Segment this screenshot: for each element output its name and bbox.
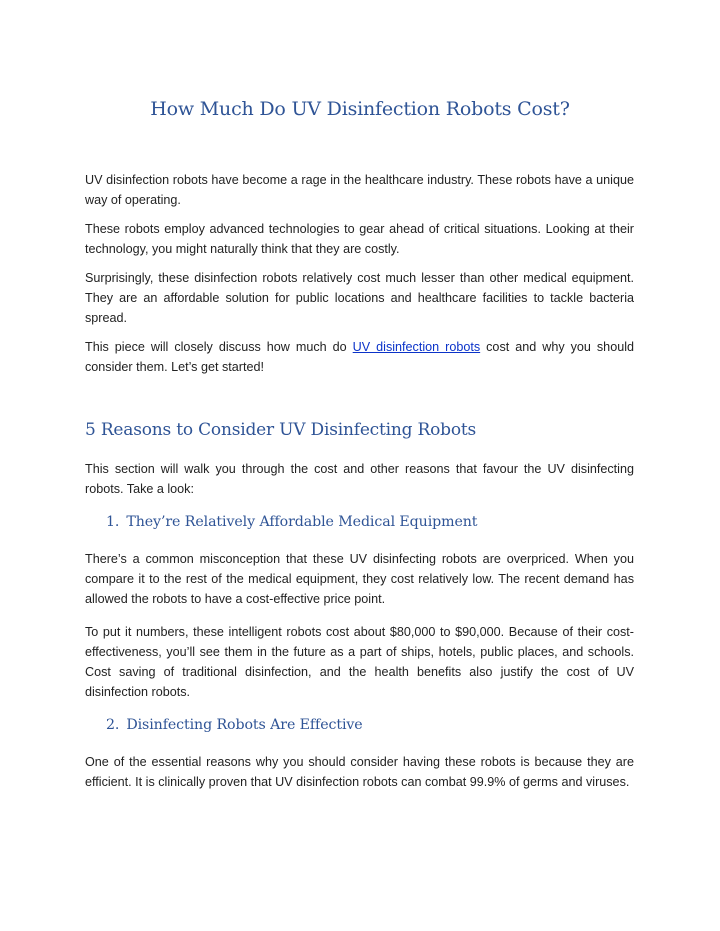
reason-2-heading (106, 717, 363, 733)
reason-1-paragraph-2: To put it numbers, these intelligent robots cost about $80,000 to $90,000. Because of their cost-effectiveness, you’ll see them in the future as a part of ships, hotels, public places, and schools. Cost saving of traditional disinfection, and the health benefits also justify the cost of UV disinfection robots. (85, 625, 634, 699)
reason-1-title: They’re Relatively Affordable Medical Equipment (126, 514, 478, 530)
reason-1-heading (106, 514, 477, 530)
intro-paragraph-4 (85, 337, 634, 377)
intro-paragraph-1: UV disinfection robots have become a rage in the healthcare industry. These robots have a unique way of operating. (85, 173, 634, 207)
section-heading: 5 Reasons to Consider UV Disinfecting Robots (85, 420, 477, 440)
reason-2-title: Disinfecting Robots Are Effective (126, 717, 363, 733)
intro-paragraph-2: These robots employ advanced technologies to gear ahead of critical situations. Looking at their technology, you might naturally think that they are costly. (85, 222, 634, 256)
page-title: How Much Do UV Disinfection Robots Cost? (150, 98, 570, 120)
intro-paragraph-3: Surprisingly, these disinfection robots relatively cost much lesser than other medical equipment. They are an affordable solution for public locations and healthcare facilities to tackle bacteria spread. (85, 271, 634, 325)
section-intro-paragraph: This section will walk you through the cost and other reasons that favour the UV disinfecting robots. Take a look: (85, 462, 634, 496)
reason-1-number: 1. (106, 514, 120, 530)
reason-1-paragraph-1: There’s a common misconception that these UV disinfecting robots are overpriced. When you compare it to the rest of the medical equipment, they cost relatively low. The recent demand has allowed the robots to have a cost-effective price point. (85, 552, 634, 606)
reason-2-paragraph-1: One of the essential reasons why you should consider having these robots is because they are efficient. It is clinically proven that UV disinfection robots can combat 99.9% of germs and viruses. (85, 755, 634, 789)
uv-robots-link[interactable]: UV disinfection robots (352, 340, 481, 354)
intro-text-after-link: cost and why you should consider them. Let’s get started! (85, 340, 634, 374)
reason-2-number: 2. (106, 717, 120, 733)
intro-text-before-link: This piece will closely discuss how much do (85, 340, 353, 354)
